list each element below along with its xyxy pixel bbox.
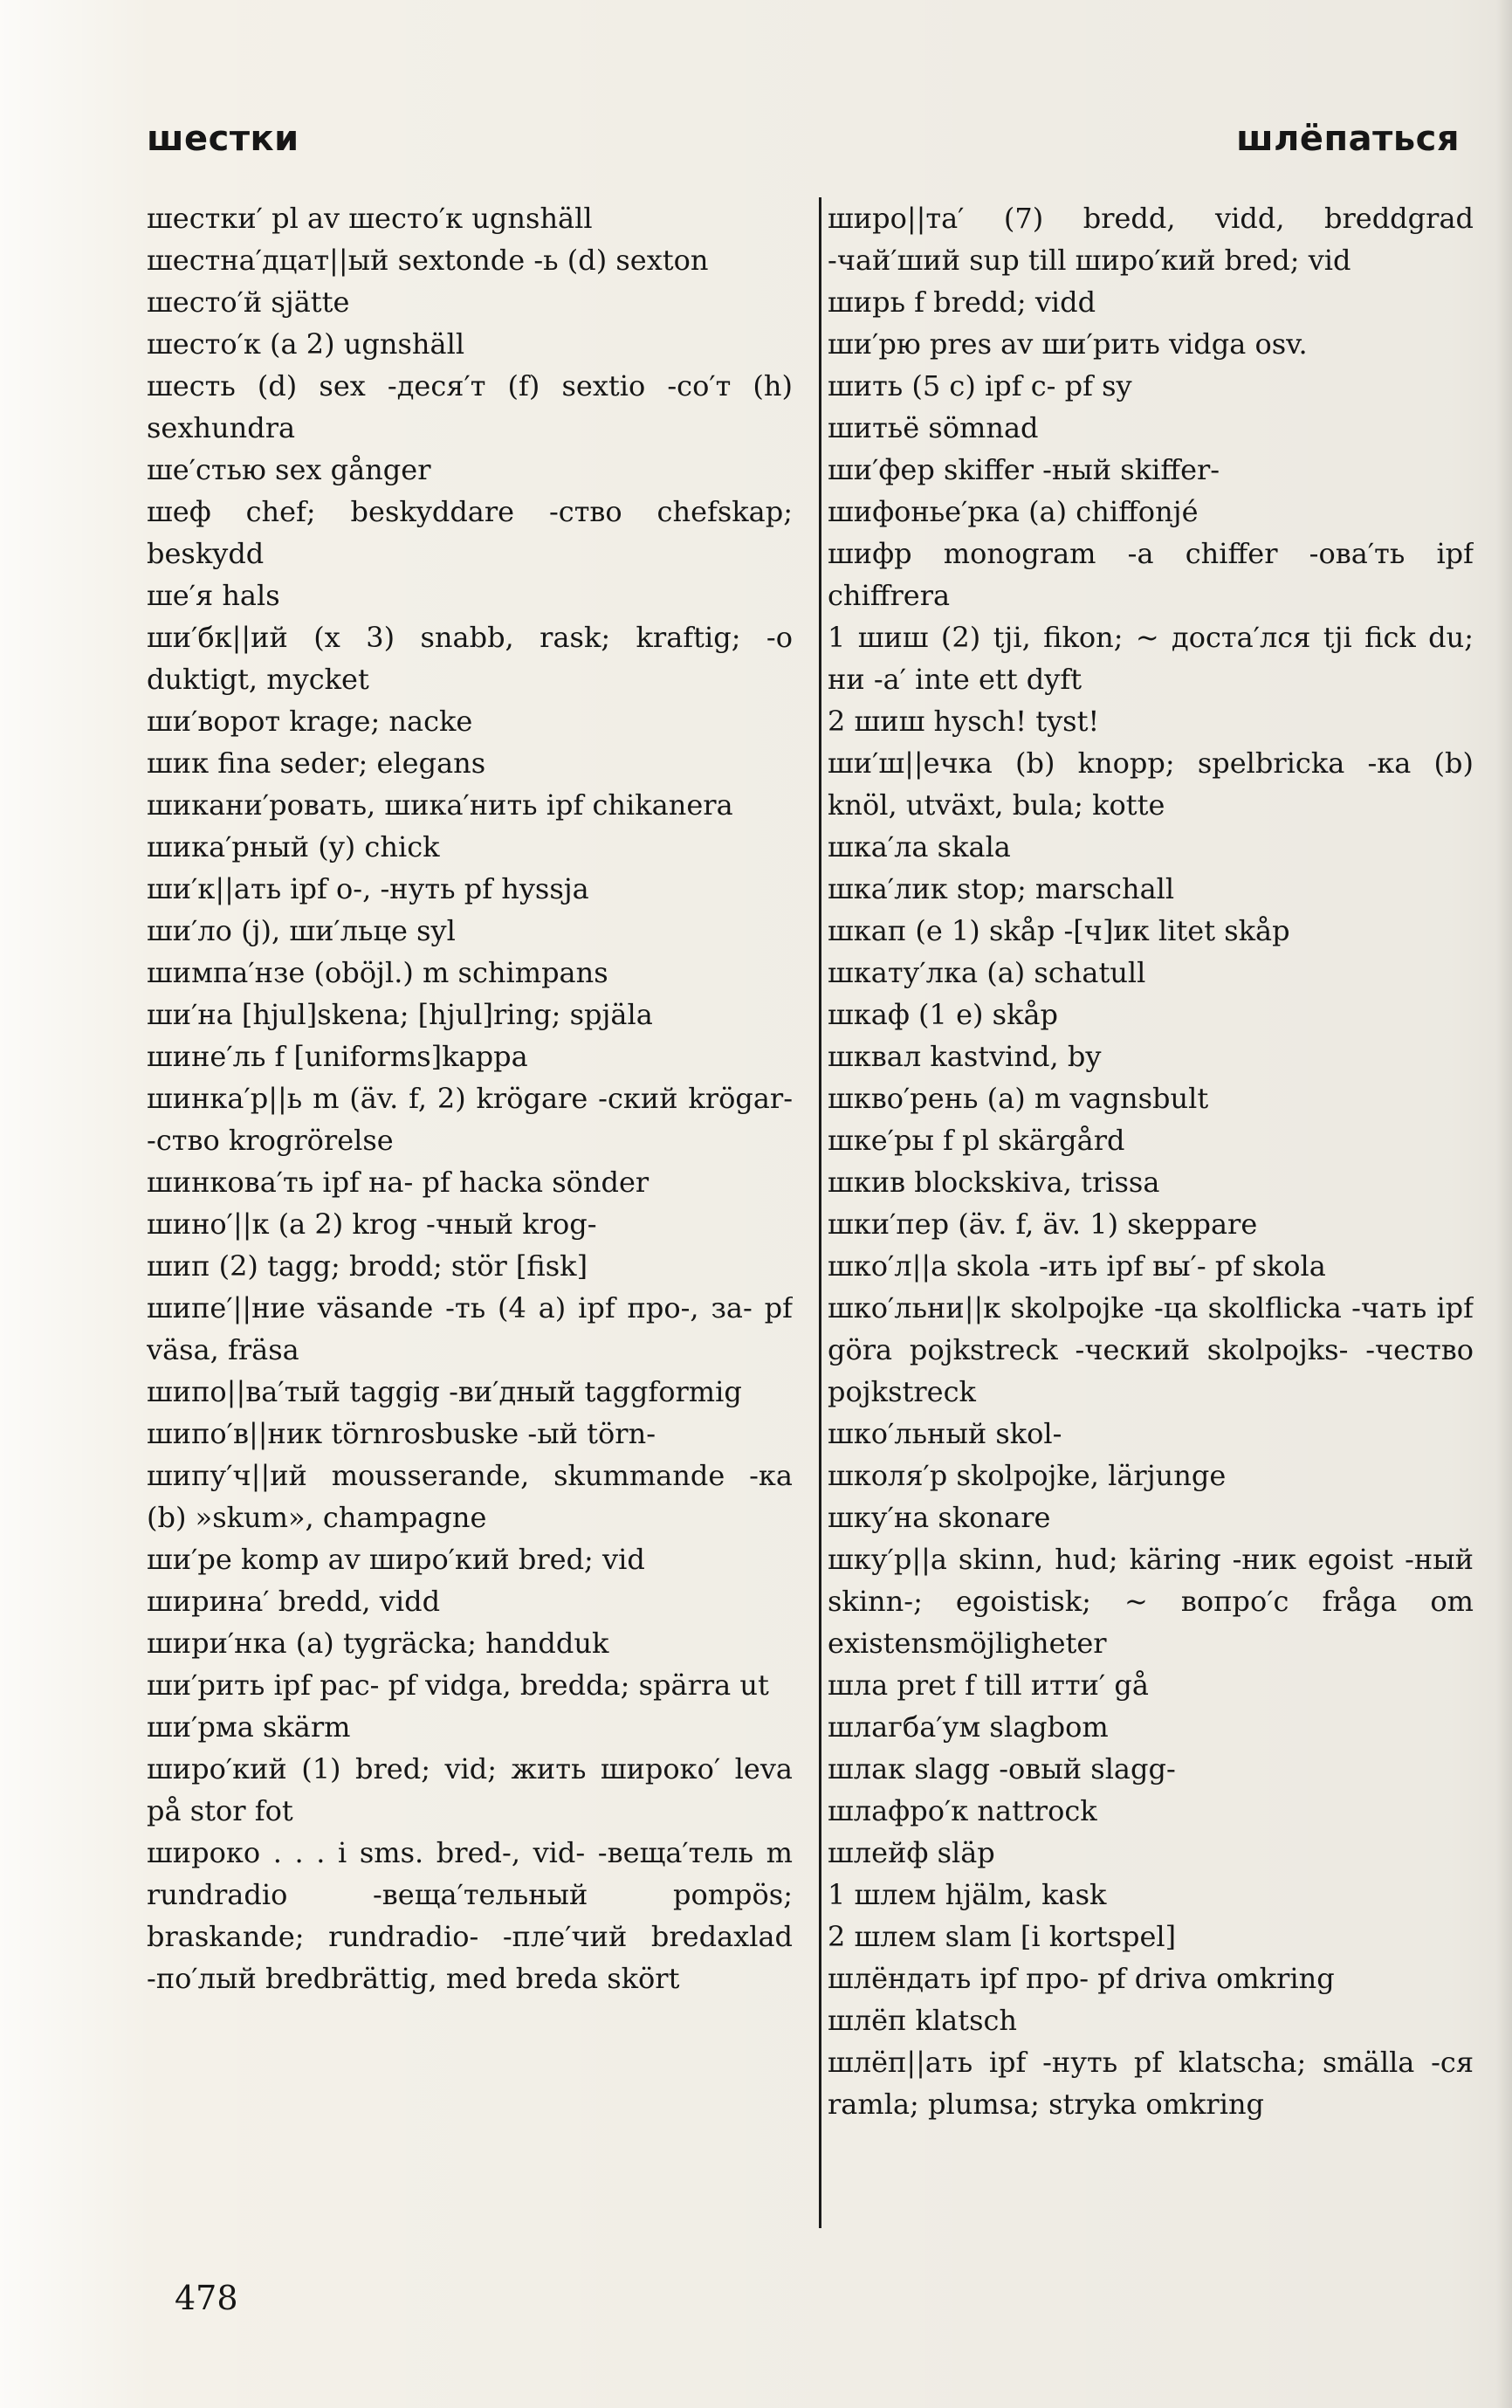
entry-text: шифонье′рка (a) chiffonjé xyxy=(828,495,1199,528)
dictionary-entry xyxy=(147,1538,793,1580)
right-column xyxy=(828,197,1474,2125)
entry-text: ши′ло (j), ши′льце syl xyxy=(147,914,456,947)
entry-text: шкво′рень (a) m vagnsbult xyxy=(828,1082,1209,1115)
dictionary-entry xyxy=(147,239,793,281)
entry-text: шкату′лка (a) schatull xyxy=(828,956,1146,989)
entry-text: шлёндать ipf про- pf driva omkring xyxy=(828,1962,1335,1995)
dictionary-entry xyxy=(147,994,793,1035)
dictionary-entry xyxy=(828,1203,1474,1245)
entry-text: шине′ль f [uniforms]kappa xyxy=(147,1040,528,1073)
dictionary-entry xyxy=(147,1706,793,1748)
dictionary-entry xyxy=(147,784,793,826)
dictionary-entry xyxy=(147,700,793,742)
entry-text: шикани′ровать, шика′нить ipf chikanera xyxy=(147,788,733,822)
dictionary-entry xyxy=(828,952,1474,994)
entry-text: шлёп klatsch xyxy=(828,2004,1018,2037)
entry-text: ширина′ bredd, vidd xyxy=(147,1585,441,1618)
entry-text: шинка′р||ь m (äv. f, 2) krögare -ский krögar- -ство krogrörelse xyxy=(147,1082,793,1157)
dictionary-entry xyxy=(147,449,793,491)
dictionary-entry xyxy=(147,1664,793,1706)
dictionary-entry xyxy=(147,1622,793,1664)
entry-text: шестки′ pl av шесто′к ugnshäll xyxy=(147,202,593,235)
entry-text: широ′кий (1) bred; vid; жить широко′ leva på stor fot xyxy=(147,1752,793,1827)
entry-text: 1 шлем hjälm, kask xyxy=(828,1878,1107,1911)
dictionary-entry xyxy=(147,868,793,910)
entry-text: шесто′к (a 2) ugnshäll xyxy=(147,327,465,361)
dictionary-entry xyxy=(828,1496,1474,1538)
header-right-word: шлёпаться xyxy=(1236,119,1460,159)
dictionary-entry xyxy=(147,1413,793,1455)
dictionary-entry xyxy=(828,491,1474,533)
column-divider xyxy=(819,197,821,2228)
dictionary-entry xyxy=(147,1287,793,1371)
dictionary-entry xyxy=(828,407,1474,449)
dictionary-entry xyxy=(828,826,1474,868)
entry-text: ше′я hals xyxy=(147,579,280,612)
dictionary-entry xyxy=(147,197,793,239)
dictionary-entry xyxy=(828,1161,1474,1203)
dictionary-entry xyxy=(828,742,1474,826)
entry-text: шино′||к (a 2) krog -чный krog- xyxy=(147,1207,597,1241)
dictionary-entry xyxy=(147,365,793,449)
entry-text: шимпа′нзе (oböjl.) m schimpans xyxy=(147,956,608,989)
entry-text: школя′р skolpojke, lärjunge xyxy=(828,1459,1227,1492)
entry-text: ши′бк||ий (x 3) snabb, rask; kraftig; -o duktigt, mycket xyxy=(147,621,793,696)
entry-text: ше′стью sex gånger xyxy=(147,453,431,486)
entry-text: шесть (d) sex -деся′т (f) sextio -со′т (h) sexhundra xyxy=(147,369,793,444)
entry-text: шипо′в||ник törnrosbuske -ый törn- xyxy=(147,1417,656,1450)
entry-text: ши′ворот krage; nacke xyxy=(147,705,473,738)
dictionary-entry xyxy=(147,742,793,784)
page-number: 478 xyxy=(175,2279,238,2317)
dictionary-entry xyxy=(828,1832,1474,1874)
dictionary-entry xyxy=(147,491,793,574)
dictionary-entry xyxy=(828,1287,1474,1413)
dictionary-entry xyxy=(147,952,793,994)
left-column xyxy=(147,197,793,1999)
entry-text: шлак slagg -овый slagg- xyxy=(828,1752,1176,1785)
dictionary-entry xyxy=(147,281,793,323)
dictionary-entry xyxy=(147,574,793,616)
dictionary-entry xyxy=(828,2041,1474,2125)
entry-text: шифр monogram -а chiffer -ова′ть ipf chiffrera xyxy=(828,537,1474,612)
dictionary-entry xyxy=(828,1957,1474,1999)
dictionary-entry xyxy=(828,1077,1474,1119)
dictionary-entry xyxy=(828,1748,1474,1790)
dictionary-entry xyxy=(147,1371,793,1413)
dictionary-entry xyxy=(828,910,1474,952)
entry-text: шинкова′ть ipf на- pf hacka sönder xyxy=(147,1166,649,1199)
entry-text: шла pret f till итти′ gå xyxy=(828,1668,1149,1702)
entry-text: шлейф släp xyxy=(828,1836,995,1869)
dictionary-entry xyxy=(147,1832,793,1999)
dictionary-entry xyxy=(828,449,1474,491)
entry-text: ширь f bredd; vidd xyxy=(828,286,1096,319)
entry-text: шить (5 c) ipf с- pf sy xyxy=(828,369,1132,402)
entry-text: шко′льный skol- xyxy=(828,1417,1062,1450)
entry-text: шкаф (1 e) skåp xyxy=(828,998,1059,1031)
dictionary-entry xyxy=(828,1999,1474,2041)
entry-text: широ||та′ (7) bredd, vidd, breddgrad -чай′ший sup till широ′кий bred; vid xyxy=(828,202,1474,277)
dictionary-entry xyxy=(828,1455,1474,1496)
dictionary-entry xyxy=(147,1748,793,1832)
entry-text: шитьё sömnad xyxy=(828,411,1039,444)
dictionary-entry xyxy=(828,1874,1474,1916)
dictionary-columns xyxy=(147,197,1474,2228)
dictionary-entry xyxy=(147,1203,793,1245)
dictionary-entry xyxy=(828,1706,1474,1748)
entry-text: шестна′дцат||ый sextonde -ь (d) sexton xyxy=(147,244,709,277)
dictionary-entry xyxy=(147,1035,793,1077)
entry-text: ши′на [hjul]skena; [hjul]ring; spjäla xyxy=(147,998,653,1031)
dictionary-entry xyxy=(828,1035,1474,1077)
dictionary-entry xyxy=(147,323,793,365)
entry-text: широко . . . i sms. bred-, vid- -веща′тель m rundradio -веща′тельный pompös; braskande; rundradio- -пле′чий bredaxlad -по′лый bredbrättig, med breda skört xyxy=(147,1836,793,1995)
dictionary-entry xyxy=(147,1077,793,1161)
entry-text: ши′рма skärm xyxy=(147,1710,351,1744)
entry-text: шки′пер (äv. f, äv. 1) skeppare xyxy=(828,1207,1258,1241)
dictionary-entry xyxy=(828,323,1474,365)
entry-text: шка′ла skala xyxy=(828,830,1011,863)
entry-text: шке′ры f pl skärgård xyxy=(828,1124,1125,1157)
dictionary-entry xyxy=(828,197,1474,281)
dictionary-entry xyxy=(147,1161,793,1203)
dictionary-entry xyxy=(147,1455,793,1538)
dictionary-entry xyxy=(147,616,793,700)
dictionary-entry xyxy=(147,1580,793,1622)
dictionary-entry xyxy=(147,910,793,952)
dictionary-entry xyxy=(828,1119,1474,1161)
dictionary-entry xyxy=(828,616,1474,700)
entry-text: шесто′й sjätte xyxy=(147,286,350,319)
entry-text: ши′к||ать ipf о-, -нуть pf hyssja xyxy=(147,872,589,905)
entry-text: шири′нка (a) tygräcka; handduk xyxy=(147,1627,609,1660)
dictionary-entry xyxy=(828,365,1474,407)
dictionary-entry xyxy=(828,1538,1474,1664)
entry-text: шкап (e 1) skåp -[ч]ик litet skåp xyxy=(828,914,1290,947)
dictionary-entry xyxy=(828,1245,1474,1287)
dictionary-entry xyxy=(828,281,1474,323)
entry-text: шко′льни||к skolpojke -ца skolflicka -чать ipf göra pojkstreck -ческий skolpojks- -чество pojkstreck xyxy=(828,1291,1474,1408)
entry-text: шипу′ч||ий mousserande, skummande -ка (b) »skum», champagne xyxy=(147,1459,793,1534)
entry-text: 1 шиш (2) tji, fikon; ~ доста′лся tji fick du; ни -а′ inte ett dyft xyxy=(828,621,1474,696)
dictionary-entry xyxy=(828,1413,1474,1455)
dictionary-entry xyxy=(828,1916,1474,1957)
dictionary-entry xyxy=(828,1664,1474,1706)
entry-text: шеф chef; beskyddare -ство chefskap; beskydd xyxy=(147,495,793,570)
entry-text: шип (2) tagg; brodd; stör [fisk] xyxy=(147,1249,588,1283)
entry-text: ши′фер skiffer -ный skiffer- xyxy=(828,453,1220,486)
entry-text: шку′р||а skinn, hud; käring -ник egoist -ный skinn-; egoistisk; ~ вопро′с fråga om existensmöjligheter xyxy=(828,1543,1474,1660)
entry-text: ши′ш||ечка (b) knopp; spelbricka -ка (b) knöl, utväxt, bula; kotte xyxy=(828,746,1474,822)
dictionary-entry xyxy=(828,700,1474,742)
dictionary-entry xyxy=(828,1790,1474,1832)
entry-text: шка′лик stop; marschall xyxy=(828,872,1175,905)
entry-text: шика′рный (y) chick xyxy=(147,830,440,863)
entry-text: 2 шлем slam [i kortspel] xyxy=(828,1920,1177,1953)
entry-text: шлагба′ум slagbom xyxy=(828,1710,1109,1744)
entry-text: шипе′||ние väsande -ть (4 a) ipf про-, за- pf väsa, fräsa xyxy=(147,1291,793,1366)
entry-text: 2 шиш hysch! tyst! xyxy=(828,705,1100,738)
entry-text: ши′ре komp av широ′кий bred; vid xyxy=(147,1543,645,1576)
scan-shadow xyxy=(1496,0,1512,2408)
dictionary-entry xyxy=(828,994,1474,1035)
entry-text: шкив blockskiva, trissa xyxy=(828,1166,1160,1199)
page-header xyxy=(147,119,1460,168)
entry-text: шипо||ва′тый taggig -ви′дный taggformig xyxy=(147,1375,742,1408)
dictionary-entry xyxy=(828,533,1474,616)
entry-text: шлёп||ать ipf -нуть pf klatscha; smälla -ся ramla; plumsa; stryka omkring xyxy=(828,2046,1474,2121)
entry-text: шик fina seder; elegans xyxy=(147,746,486,780)
entry-text: шквал kastvind, by xyxy=(828,1040,1102,1073)
entry-text: ши′рить ipf рас- pf vidga, bredda; spärra ut xyxy=(147,1668,769,1702)
entry-text: шлафро′к nattrock xyxy=(828,1794,1097,1827)
dictionary-entry xyxy=(147,1245,793,1287)
entry-text: ши′рю pres av ши′рить vidga osv. xyxy=(828,327,1308,361)
dictionary-entry xyxy=(147,826,793,868)
entry-text: шку′на skonare xyxy=(828,1501,1051,1534)
dictionary-entry xyxy=(828,868,1474,910)
header-left-word: шестки xyxy=(147,119,299,159)
entry-text: шко′л||а skola -ить ipf вы′- pf skola xyxy=(828,1249,1326,1283)
